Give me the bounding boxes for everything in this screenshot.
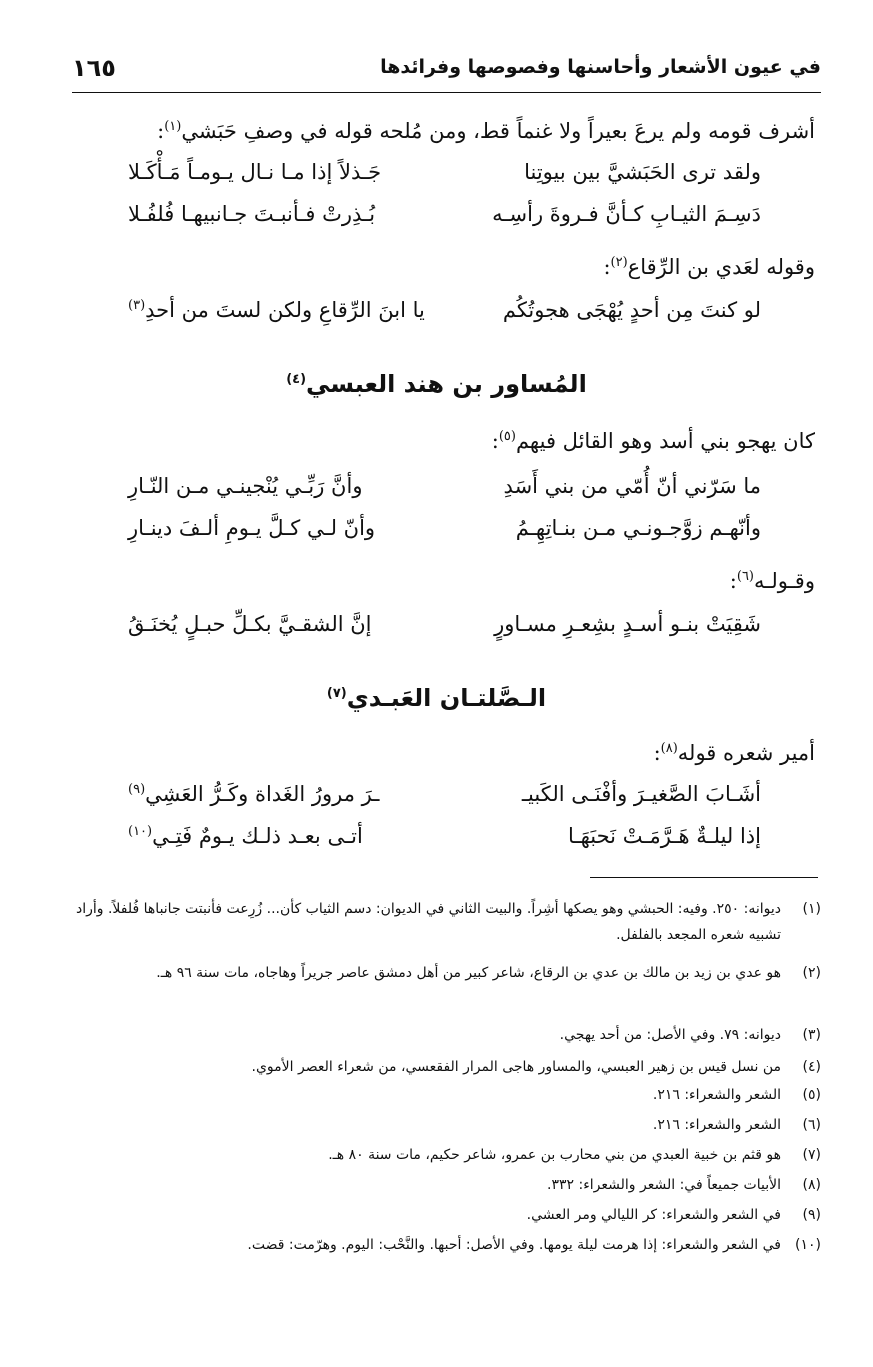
verse-first-hemistich: أشَـابَ الصَّغيـرَ وأفْنَـى الكَبيـ (521, 782, 761, 806)
verse-second-hemistich (128, 298, 425, 322)
footnote (70, 1172, 821, 1198)
intro-text: أمير شعره قوله (677, 741, 815, 765)
verse-line (128, 612, 761, 646)
verse-second-hemistich: وأنَّ رَبِّـي يُنْجينـي مـن النّـارِ (128, 474, 363, 498)
footnote-number: (٤) (802, 1059, 821, 1075)
footnote-number: (٢) (802, 965, 821, 981)
intro-colon: : (157, 119, 165, 143)
footnote-marker: (٨) (660, 741, 678, 756)
footnote-text: الشعر والشعراء: ٢١٦. (652, 1117, 781, 1133)
footnote-text: ديوانه: ٢٥٠. وفيه: الحبشي وهو يصكها أشِراً. والبيت الثاني في الديوان: دسم الثياب كأن... زُرِعت فأنبتت جانباها فُلفلاً. وأراد تشبيه شعره المجعد بالفلفل. (76, 901, 781, 943)
footnote (70, 1054, 821, 1080)
footnote-marker: (٩) (128, 782, 146, 797)
intro-colon: : (491, 429, 499, 453)
verse-first-hemistich: شَقِيَتْ بنـو أسـدٍ بشِعـرِ مسـاورٍ (494, 612, 761, 636)
verse-second-hemistich (128, 782, 379, 806)
footnote (70, 1142, 821, 1168)
intro-colon: : (729, 569, 737, 593)
intro-paragraph (72, 248, 815, 282)
intro-paragraph (72, 734, 815, 768)
heading-text: الـصَّلتـان العَبـدي (346, 684, 547, 712)
footnote (70, 1082, 821, 1108)
footnote-text: هو قثم بن خبية العبدي من بني محارب بن عمرو، شاعر حكيم، مات سنة ٨٠ هـ. (328, 1147, 781, 1163)
footnote-number: (٣) (802, 1027, 821, 1043)
page-number: ١٦٥ (72, 54, 116, 82)
footnote-number: (٥) (802, 1087, 821, 1103)
verse-line (128, 782, 761, 816)
footnote-text: هو عدي بن زيد بن مالك بن عدي بن الرقاع، شاعر كبير من أهل دمشق عاصر جريراً وهاجاه، مات سنة ٩٦ هـ. (156, 965, 781, 981)
intro-paragraph (72, 562, 815, 596)
section-heading (0, 370, 873, 398)
footnote-text: في الشعر والشعراء: إذا هرمت ليلة يومها. وفي الأصل: أحبها. والنَّحْب: اليوم. وهرّمت: قضت. (247, 1237, 781, 1253)
footnote (70, 896, 821, 948)
footnote-text: الأبيات جميعاً في: الشعر والشعراء: ٣٣٢. (547, 1177, 781, 1193)
footnote-marker: (٢) (610, 255, 628, 270)
verse-second-hemistich: جَـذلاً إذا مـا نـال يـومـاً مَـأْكَـلا (128, 160, 382, 184)
intro-colon: : (653, 741, 661, 765)
footnote-separator (590, 877, 818, 878)
footnote (70, 1022, 821, 1048)
verse-second-text: أتـى بعـد ذلـك يـومٌ فَتِـي (152, 824, 363, 848)
footnote-marker: (٧) (326, 686, 347, 701)
verse-second-hemistich: بُـذِرتْ فـأنبـتَ جـانبيهـا فُلفُـلا (128, 202, 376, 226)
running-title: في عيون الأشعار وأحاسنها وفصوصها وفرائدها (380, 56, 821, 78)
verse-first-hemistich: دَسِـمَ الثيـابِ كـأنَّ فـروةَ رأسِـه (492, 202, 761, 226)
footnote-text: في الشعر والشعراء: كر الليالي ومر العشي. (526, 1207, 781, 1223)
footnote-marker: (٦) (736, 569, 754, 584)
intro-paragraph (72, 422, 815, 456)
footnote-number: (٩) (802, 1207, 821, 1223)
intro-text: أشرف قومه ولم يرعَ بعيراً ولا غنماً قط، ومن مُلحه قوله في وصفِ حَبَشي (181, 119, 815, 143)
footnote (70, 960, 821, 986)
footnote-text: من نسل قيس بن زهير العبسي، والمساور هاجى المرار الفقعسي، من شعراء العصر الأموي. (251, 1059, 781, 1075)
verse-first-hemistich: لو كنتَ مِن أحدٍ يُهْجَى هجوتُكُم (502, 298, 761, 322)
verse-line (128, 160, 761, 194)
verse-first-hemistich: ولقد ترى الحَبَشيَّ بين بيوتِنا (524, 160, 761, 184)
verse-second-text: ـرَ مرورُ الغَداة وكَـرُّ العَشِي (145, 782, 380, 806)
footnote (70, 1232, 821, 1258)
verse-first-hemistich: وأنّهـم زوَّجـونـي مـن بنـاتِهِـمُ (515, 516, 761, 540)
footnote-number: (١) (802, 901, 821, 917)
verse-line (128, 298, 761, 332)
verse-second-text: يا ابنَ الرِّقاعِ ولكن لستَ من أحدِ (145, 298, 425, 322)
intro-paragraph (72, 112, 815, 146)
heading-text: المُساور بن هند العبسي (306, 370, 587, 398)
verse-second-hemistich: وأنّ لـي كـلَّ يـومِ ألـفَ دينـارِ (128, 516, 376, 540)
verse-line (128, 202, 761, 236)
verse-first-hemistich: ما سَرّني أنّ أُمّي من بني أَسَدِ (503, 474, 761, 498)
footnote-number: (٨) (802, 1177, 821, 1193)
verse-first-hemistich: إذا ليلـةٌ هَـرَّمَـتْ نَحبَهَـا (568, 824, 761, 848)
footnote-marker: (٤) (286, 372, 307, 387)
running-header (72, 56, 821, 93)
footnote-number: (١٠) (795, 1237, 821, 1253)
intro-text: وقـولـه (754, 569, 815, 593)
footnote-marker: (١٠) (128, 824, 153, 839)
footnote-number: (٧) (802, 1147, 821, 1163)
section-heading (0, 684, 873, 712)
footnote-number: (٦) (802, 1117, 821, 1133)
intro-colon: : (603, 255, 611, 279)
footnote (70, 1202, 821, 1228)
verse-line (128, 474, 761, 508)
footnote-marker: (٣) (128, 298, 146, 313)
footnote (70, 1112, 821, 1138)
verse-second-hemistich (128, 824, 363, 848)
footnote-marker: (٥) (498, 429, 516, 444)
intro-text: كان يهجو بني أسد وهو القائل فيهم (515, 429, 815, 453)
verse-second-hemistich: إنَّ الشقـيَّ بكـلِّ حبـلٍ يُخنَـقُ (128, 612, 372, 636)
footnote-marker: (١) (164, 119, 182, 134)
verse-line (128, 516, 761, 550)
verse-line (128, 824, 761, 858)
intro-text: وقوله لعَدي بن الرِّقاع (627, 255, 815, 279)
footnote-text: الشعر والشعراء: ٢١٦. (652, 1087, 781, 1103)
footnote-text: ديوانه: ٧٩. وفي الأصل: من أحد يهجي. (559, 1027, 781, 1043)
